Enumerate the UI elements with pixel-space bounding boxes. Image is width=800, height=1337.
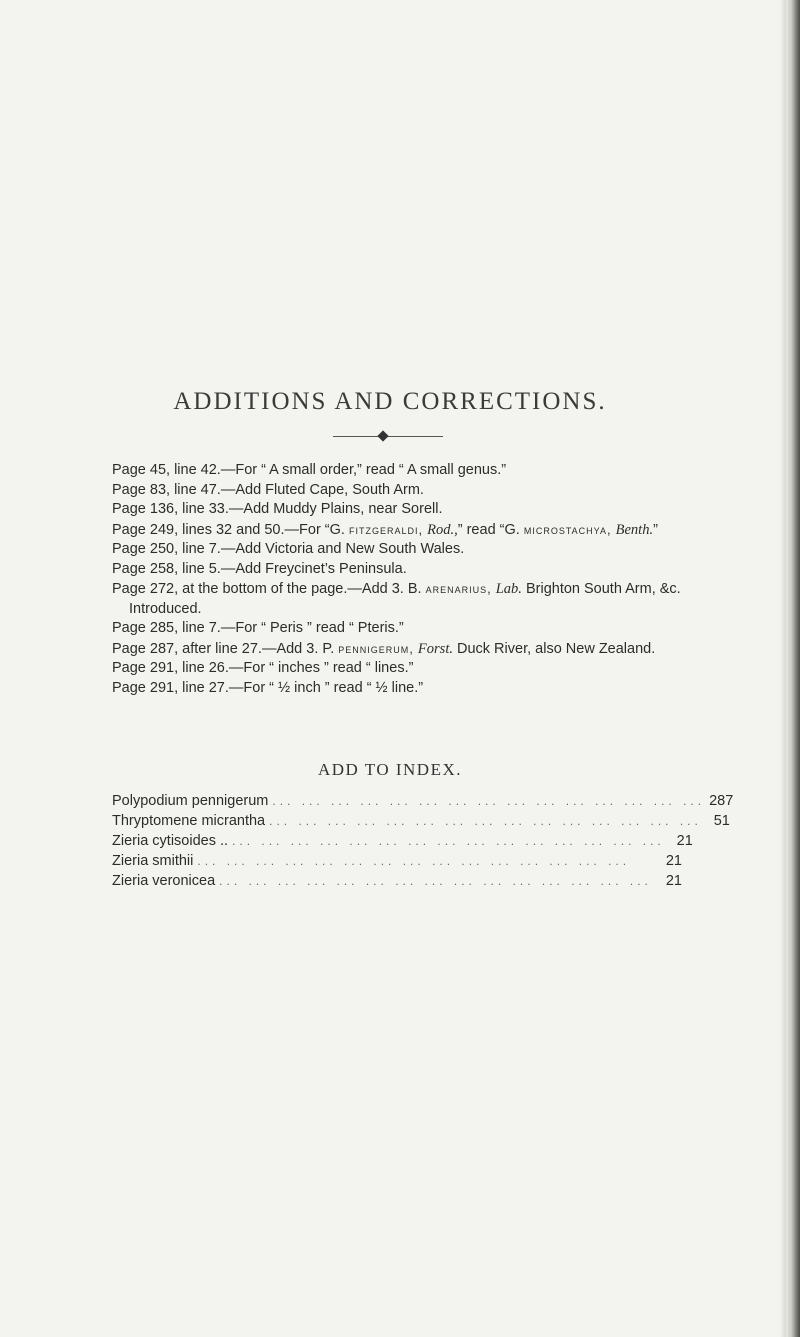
page-title: ADDITIONS AND CORRECTIONS. (173, 388, 607, 415)
entry-text: fitzgeraldi, (348, 521, 424, 537)
index-page-number: 287 (709, 793, 734, 809)
entry-text: microstachya, (523, 521, 612, 537)
correction-entry (112, 500, 682, 520)
entry-text: Page 250, line 7.—Add Victoria and New South Wales. (112, 541, 465, 557)
entry-text: Page 249, lines 32 and 50.—For “G. (112, 521, 349, 538)
entry-text: Benth. (615, 521, 654, 538)
index-name: Zieria smithii (112, 853, 194, 869)
correction-entry (112, 481, 682, 501)
index-row (112, 833, 693, 853)
ornament-diamond-icon (377, 430, 388, 441)
correction-entry (112, 679, 682, 699)
correction-entry (112, 619, 682, 639)
entry-text: Duck River, also New Zealand. (452, 640, 656, 657)
entry-text: ” read “G. (457, 521, 524, 538)
index-name: Zieria cytisoides .. (112, 833, 229, 849)
entry-text: Page 285, line 7.—For “ Peris ” read “ Pteris.” (112, 620, 404, 636)
entry-text: Page 272, at the bottom of the page.—Add 3. B. (112, 581, 426, 597)
entry-text: Page 136, line 33.—Add Muddy Plains, near Sorell. (112, 501, 443, 517)
entry-text: Page 258, line 5.—Add Freycinet’s Peninsula. (112, 560, 407, 577)
index-row (112, 873, 682, 893)
entry-text: ” (653, 521, 658, 538)
index-title: ADD TO INDEX. (317, 760, 462, 779)
entry-text: pennigerum, (338, 640, 414, 656)
dot-leader: ... ... ... ... ... ... ... ... ... ... ... ... ... ... ... (232, 834, 665, 848)
index-row (112, 793, 734, 813)
entry-text: Page 291, line 26.—For “ inches ” read “ lines.” (112, 660, 414, 676)
dot-leader: ... ... ... ... ... ... ... ... ... ... ... ... ... ... ... (219, 874, 652, 888)
dot-leader: ... ... ... ... ... ... ... ... ... ... ... ... ... ... ... (272, 794, 706, 808)
correction-entry (112, 560, 682, 580)
entry-text: Rod., (427, 521, 458, 538)
entry-text: Forst. (417, 640, 453, 657)
dot-leader: ... ... ... ... ... ... ... ... ... ... ... ... ... ... ... (269, 814, 702, 828)
index-page-number: 21 (665, 873, 682, 889)
correction-entry (112, 520, 682, 541)
entry-text: arenarius, (425, 581, 492, 596)
corrections-list (112, 461, 682, 698)
dot-leader: ... ... ... ... ... ... ... ... ... ... ... ... ... ... ... (197, 854, 631, 868)
entry-text: Lab. (495, 581, 522, 597)
correction-entry (112, 461, 682, 481)
index-page-number: 21 (665, 853, 682, 869)
index-list (112, 793, 734, 893)
index-row (112, 853, 682, 873)
entry-text: Page 83, line 47.—Add Fluted Cape, South Arm. (112, 481, 424, 498)
entry-text: Page 291, line 27.—For “ ½ inch ” read “ ½ line.” (112, 679, 424, 696)
correction-entry (112, 540, 682, 560)
correction-entry (112, 579, 682, 619)
index-name: Thryptomene micrantha (112, 813, 266, 829)
index-row (112, 813, 730, 833)
entry-text: Page 287, after line 27.—Add 3. P. (112, 640, 339, 657)
entry-text: Page 45, line 42.—For “ A small order,” read “ A small genus.” (112, 462, 507, 478)
index-name: Zieria veronicea (112, 873, 216, 889)
correction-entry (112, 659, 682, 679)
index-name: Polypodium pennigerum (112, 793, 269, 809)
entry-text: Brighton South Arm, &c. Introduced. (129, 581, 681, 617)
correction-entry (112, 639, 682, 660)
index-page-number: 51 (713, 813, 730, 829)
index-page-number: 21 (676, 833, 693, 849)
